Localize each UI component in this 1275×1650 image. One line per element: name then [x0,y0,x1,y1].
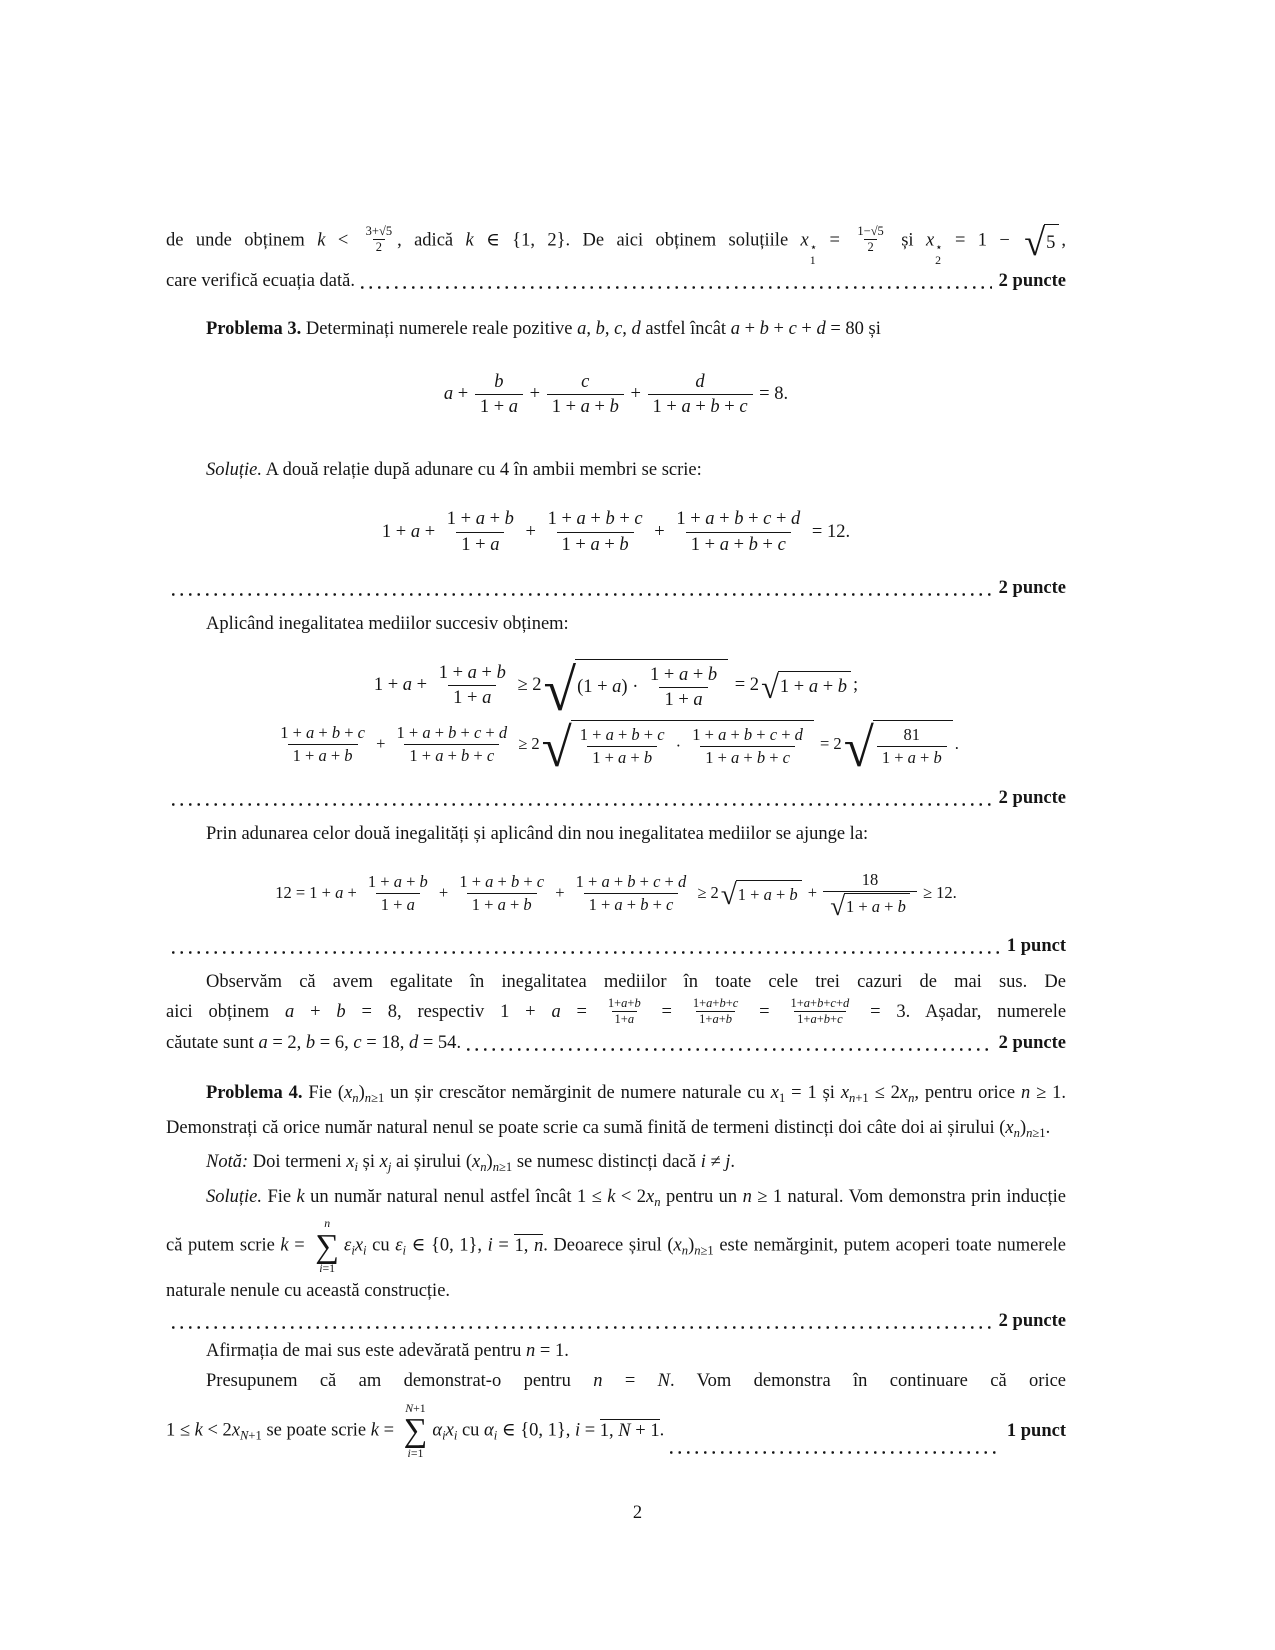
points-line-2 [166,783,1066,813]
denominator: 2 [373,239,385,254]
dotted-leader [169,1326,992,1329]
math-run: ) [358,1082,365,1103]
denominator: 1 + a [376,893,420,916]
overline: 1, N + 1 [599,1420,660,1441]
text-run: , [1061,230,1067,251]
text-run: . [456,1032,462,1053]
sup-part: ⋆ [809,240,818,255]
subscript: n+1 [849,1090,869,1105]
math-run: ε [395,1235,403,1256]
fraction [575,724,670,769]
math-run: x [379,1152,388,1173]
text-run: și [863,319,881,339]
paragraph-continuation-line2 [166,266,1066,296]
radical-sign: √ [1024,222,1046,265]
fraction [363,224,395,254]
paragraph-am-gm [166,609,1066,639]
points-label: 2 puncte [998,271,1066,291]
radical [761,669,851,706]
math-run: 1 + a + b [737,884,798,904]
math-run: ) [486,1152,493,1173]
radical [543,656,728,723]
sigma-symbol: ∑ [403,1412,428,1450]
points-label: 2 puncte [998,1032,1066,1053]
paragraph-continuation-line1 [166,224,1066,266]
math-run: ∈ {0, 1}, i = [497,1420,600,1441]
radical-body [736,880,802,906]
math-run: 1 + a + b [845,896,906,916]
numerator [857,869,884,891]
text-run: cu [457,1420,485,1441]
equation-final-chain [166,869,1066,922]
math-run: + [525,384,545,405]
math-run: ) [688,1235,695,1256]
text-run: natural. Vom demonstra prin inducție că putem scrie [166,1187,1066,1256]
denominator: 1 + a + b + c [686,532,791,557]
math-run: + [649,521,670,542]
radical-body [844,893,910,917]
sum-limit: n [324,1216,331,1230]
radical-body [873,720,953,769]
equation-sum-equals-12 [166,507,1066,556]
radical-sign: √ [761,669,779,706]
math-run: ≥ 2 [514,734,540,754]
text-run: cu [366,1235,396,1256]
denominator [823,891,917,922]
math-run: k [296,1187,305,1208]
fraction [877,724,947,769]
text-run: . [564,1340,569,1361]
denominator: 1 + a [448,685,496,710]
math-run: 1 + a + [373,674,432,695]
summation [404,1402,428,1461]
math-run: 1 ≤ k < 2x [577,1187,655,1208]
text-run: . Demonstrați că orice număr natural nenul se poate scrie ca sumă finită de termeni distincți doi câte doi ai șirului [166,1082,1066,1138]
denominator: 1 + a [659,687,707,712]
denominator: 1 + a + b + c [404,744,499,767]
dotted-leader [169,593,992,596]
denominator: 1 + a [475,394,523,419]
denominator: 1 + a + b + c [648,394,753,419]
subscript: i [453,1428,458,1443]
equation-inequality-2 [166,716,1066,778]
numerator: 1 + a + b + c [280,723,365,743]
fraction [363,871,433,916]
math-run: a + [443,384,473,405]
text-run: este nemărginit, putem acoperi toate numerele naturale nenule cu această construcție. [166,1235,1067,1301]
math-run: n = 1 [526,1340,565,1361]
page-number: 2 [632,1503,643,1523]
text-run: , adică [397,230,466,251]
math-run: x [925,230,935,251]
fraction [543,507,648,556]
radical-sign: √ [830,891,845,922]
numerator: 1−√5 [857,224,884,239]
text-run: , pentru orice [914,1082,1021,1103]
dotted-leader [169,951,1000,954]
math-run: ≤ 2x [868,1082,909,1103]
text-run: și [816,1082,841,1103]
sum-limit: i=1 [319,1261,336,1276]
math-run: x [346,1152,355,1173]
math-run: k < [317,230,361,251]
math-run: (x [337,1082,353,1103]
text-run: . [1045,1117,1051,1138]
subscript: n [654,1195,661,1209]
math-run: x [770,1082,779,1103]
fraction [648,370,753,419]
math-run: 5 [1046,233,1056,253]
math-run: = 3 [854,1002,906,1023]
numerator: 1 + a + b + c [459,871,545,891]
paragraph-induction-line2 [166,1402,1066,1461]
denominator: 2 [864,239,876,254]
subscript: i [493,1428,498,1443]
numerator: 1+ a + b [607,996,641,1011]
text-run: Aplicând inegalitatea mediilor succesiv obținem: [206,613,569,634]
math-run: k = [370,1420,399,1441]
math-run: 1 + a + b [779,676,848,697]
math-run: ∈ {0, 1}, i = [406,1235,515,1256]
equation-problem3-statement [166,370,1066,419]
math-run: ≥ 2 [512,674,542,695]
fraction [571,871,692,916]
math-run: α [432,1420,443,1441]
math-run: (1 + a) · [577,676,643,697]
numerator: 1 + a + b [438,662,506,683]
numerator: b [494,372,504,392]
subscript: n [352,1090,359,1105]
numerator: c [581,372,590,392]
paragraph-note [166,1147,1066,1182]
denominator: 1+ a + b + c [794,1011,846,1026]
math-run: n ≥ 1 [1020,1082,1062,1103]
math-run: (x [667,1235,682,1256]
points-label: 2 puncte [998,787,1066,808]
subscript: i [363,1243,367,1258]
line-text [166,1028,461,1058]
math-run: + [434,882,453,902]
denominator: 1+ a [612,1011,638,1026]
radical-sign: √ [543,656,577,723]
math-run: (x [465,1152,481,1173]
sum-limit: N+1 [405,1400,426,1415]
text-run: . [730,1152,736,1173]
radical [541,716,814,778]
numerator: 1 + a + b + c + d [575,871,687,891]
denominator: 1 + a + b [547,394,624,419]
text-run: pentru un [660,1187,743,1208]
text-run: . De aici obținem soluțiile [565,230,801,251]
text-run: Afirmația de mai sus este adevărată pentru [206,1340,527,1361]
subscript: n [480,1160,487,1175]
subscript: 1 [778,1090,786,1105]
radical-body [571,720,814,769]
radical-sign: √ [541,716,572,778]
math-run: 1 + a + [381,521,440,542]
subscript: i [442,1428,446,1443]
numerator: 1 + a + b + c + d [396,723,508,743]
subscript: i [402,1243,407,1258]
math-run: ; [853,674,859,695]
math-run: n ≥ 1 [742,1187,783,1208]
italic-run: Soluție. [206,1187,263,1208]
denominator: 1 + a + b [587,746,657,769]
sub-part: 2 [935,252,942,267]
fraction [823,869,917,922]
math-run: · [671,736,686,756]
text-run: un număr natural nenul astfel încât [304,1187,577,1208]
paragraph-base-case [166,1336,1066,1366]
dotted-leader [358,286,992,289]
text-run: un șir crescător nemărginit de numere naturale cu [384,1082,771,1103]
numerator: 1 + a + b [446,509,514,530]
math-run: + [371,734,390,754]
math-run: x [840,1082,850,1103]
math-run: = 1 − [942,230,1023,251]
math-run: = 2 [730,674,760,695]
line-text [166,266,355,296]
denominator: 1 + a + b [557,532,634,557]
sigma-symbol: ∑ [315,1227,340,1265]
dotted-leader [464,1048,992,1051]
subscript: n≥1 [1026,1125,1046,1140]
text-run: astfel încât [640,319,731,339]
numerator: 81 [903,725,920,745]
numerator: 3+√5 [365,224,393,239]
fraction [275,722,370,767]
text-run: Prin adunarea celor două inegalități și aplicând din nou inegalitatea mediilor se ajunge la: [206,823,869,844]
math-run: x [354,1235,364,1256]
sub-part: 1 [809,252,816,267]
text-run: Doi termeni [248,1152,347,1173]
dotted-leader [667,1451,1000,1454]
paragraph-equality-case-line2 [166,997,1066,1028]
math-run: = 1 [785,1082,817,1103]
dotted-leader [169,803,992,806]
fraction [787,996,852,1026]
points-line-3 [166,931,1066,961]
fraction [690,996,742,1026]
radical-sign: √ [843,716,874,778]
points-label: 2 puncte [998,577,1066,598]
denominator: 1+ a + b [696,1011,735,1026]
equation-inequality-1 [166,656,1066,723]
paragraph-induction-line1 [166,1366,1066,1396]
math-run: 1 ≤ k < 2x [166,1420,241,1441]
overline: 1, n [514,1235,544,1256]
radical [830,891,910,922]
numerator: 1 + a + b [367,871,428,891]
radical [720,879,802,912]
numerator: 1 + a + b [650,664,718,685]
radical-body [1044,224,1059,258]
fraction [442,507,519,556]
text-run: se poate scrie [261,1420,371,1441]
math-run: = [645,1002,688,1023]
math-run: x [445,1420,454,1441]
paragraph-equality-case-line1 [166,967,1066,997]
math-run: ≥ 2 [693,882,719,902]
math-run: a, b, c, d [577,319,641,339]
paragraph-solution-4 [166,1182,1066,1306]
paragraph-equality-case-line3 [166,1028,1066,1058]
sum-limit: i=1 [407,1446,424,1461]
text-run: . Vom demonstra în continuare că orice [669,1370,1067,1391]
text-run: și [358,1152,380,1173]
points-label: 2 puncte [998,1310,1066,1331]
subscript: n [681,1243,689,1258]
subscript: n≥1 [694,1243,714,1258]
bold-run: Problema 3. [206,319,302,339]
fraction [392,722,513,767]
numerator: 1+ a + b + c [692,996,739,1011]
math-run: = 8. [754,384,789,405]
radical-sign: √ [720,879,737,912]
text-run: . Așadar, numerele [905,1002,1067,1023]
radical-body [575,659,728,712]
math-run: a = 2, b = 6, c = 18, d = 54 [258,1032,457,1053]
fraction [854,224,886,254]
fraction [671,507,805,556]
math-run: = [817,230,853,251]
text-run: Observăm că avem egalitate în inegalitatea mediilor în toate cele trei cazuri de mai sus. De [206,972,1066,993]
subscript: i [354,1160,358,1175]
subscript: n≥1 [492,1160,513,1175]
math-run: + [803,882,822,902]
radical [1024,222,1059,265]
math-run: ≥ 12. [918,882,957,902]
text-run: aici obținem [166,1002,286,1023]
text-run: care verifică ecuația dată. [166,271,355,291]
denominator: 1 + a + b [288,744,358,767]
math-run: + [520,521,541,542]
paragraph-adding-inequalities [166,819,1066,849]
subscript: n [1013,1125,1020,1140]
fraction [475,370,523,419]
denominator: 1 + a [456,532,504,557]
sup-part: ⋆ [935,240,943,255]
italic-run: Notă: [206,1152,249,1173]
subscript: n [908,1090,915,1105]
sup-sub-stack [935,241,942,266]
line-text [166,1402,664,1461]
text-run: Presupunem că am demonstrat-o pentru [206,1370,594,1391]
text-run: se numesc distincți dacă [512,1152,701,1173]
math-run: 12 = 1 + a + [275,882,361,902]
math-run: ε [344,1235,352,1256]
subscript: i [351,1243,355,1258]
math-run: k = [280,1235,311,1256]
math-run: α [484,1420,494,1441]
bold-run: Problema 4. [206,1082,303,1103]
points-label: 1 punct [1006,936,1066,957]
points-line-1 [166,573,1066,603]
math-run: 18 [861,869,879,889]
math-run: x [800,230,809,251]
text-run: căutate sunt [166,1032,259,1053]
math-run: a + b + c + d = 80 [730,319,864,339]
points-label: 1 punct [1006,1420,1066,1441]
text-run: ai șirului [391,1152,466,1173]
fraction [645,663,722,712]
paragraph-problem-3 [166,314,1066,344]
math-run: + [625,384,646,405]
numerator: d [695,372,705,392]
text-run: Fie [302,1082,338,1103]
paragraph-solution-3 [166,455,1066,485]
math-run: . [954,734,959,754]
fraction [434,661,511,710]
math-run: = [743,1002,786,1023]
numerator: 1 + a + b + c [579,725,665,745]
math-run: n = N [593,1370,670,1391]
radical [843,716,953,778]
math-run: i ≠ j [700,1152,731,1173]
text-run: și [888,230,926,251]
text-run: Fie [262,1187,297,1208]
math-run: ) [1019,1117,1027,1138]
math-run: = 12. [807,521,851,542]
numerator: 1+ a + b + c + d [790,996,850,1011]
numerator: 1 + a + b + c + d [676,509,801,530]
math-run: + [551,882,569,902]
fraction [454,871,549,916]
math-run: = 2 [815,734,842,754]
math-run: 1 + a = [500,1002,603,1023]
text-run: , respectiv [397,1002,501,1023]
text-run: de unde obținem [166,230,318,251]
paragraph-problem-4 [166,1078,1066,1148]
fraction [605,996,644,1026]
denominator: 1 + a + b [467,893,537,916]
denominator: 1 + a + b + c [584,893,679,916]
subscript: n≥1 [364,1090,385,1105]
subscript: N+1 [240,1428,262,1443]
text-run: . [659,1420,665,1441]
numerator: 1 + a + b + c + d [692,725,803,745]
fraction [687,724,808,769]
math-run: (x [999,1117,1014,1138]
denominator: 1 + a + b [877,746,947,769]
math-run: a + b = 8 [285,1002,398,1023]
text-run: Determinați numerele reale pozitive [301,319,578,339]
text-run: . Deoarece șirul [543,1235,668,1256]
summation [315,1217,339,1276]
radical-body [778,671,851,700]
italic-run: Soluție. [206,460,263,481]
math-run: k ∈ {1, 2} [465,230,566,251]
fraction [547,370,624,419]
denominator: 1 + a + b + c [700,746,795,769]
numerator: 1 + a + b + c [547,509,643,530]
subscript: j [387,1160,392,1175]
text-run: A două relație după adunare cu 4 în ambii membri se scrie: [262,460,702,481]
points-line-4 [166,1306,1066,1336]
